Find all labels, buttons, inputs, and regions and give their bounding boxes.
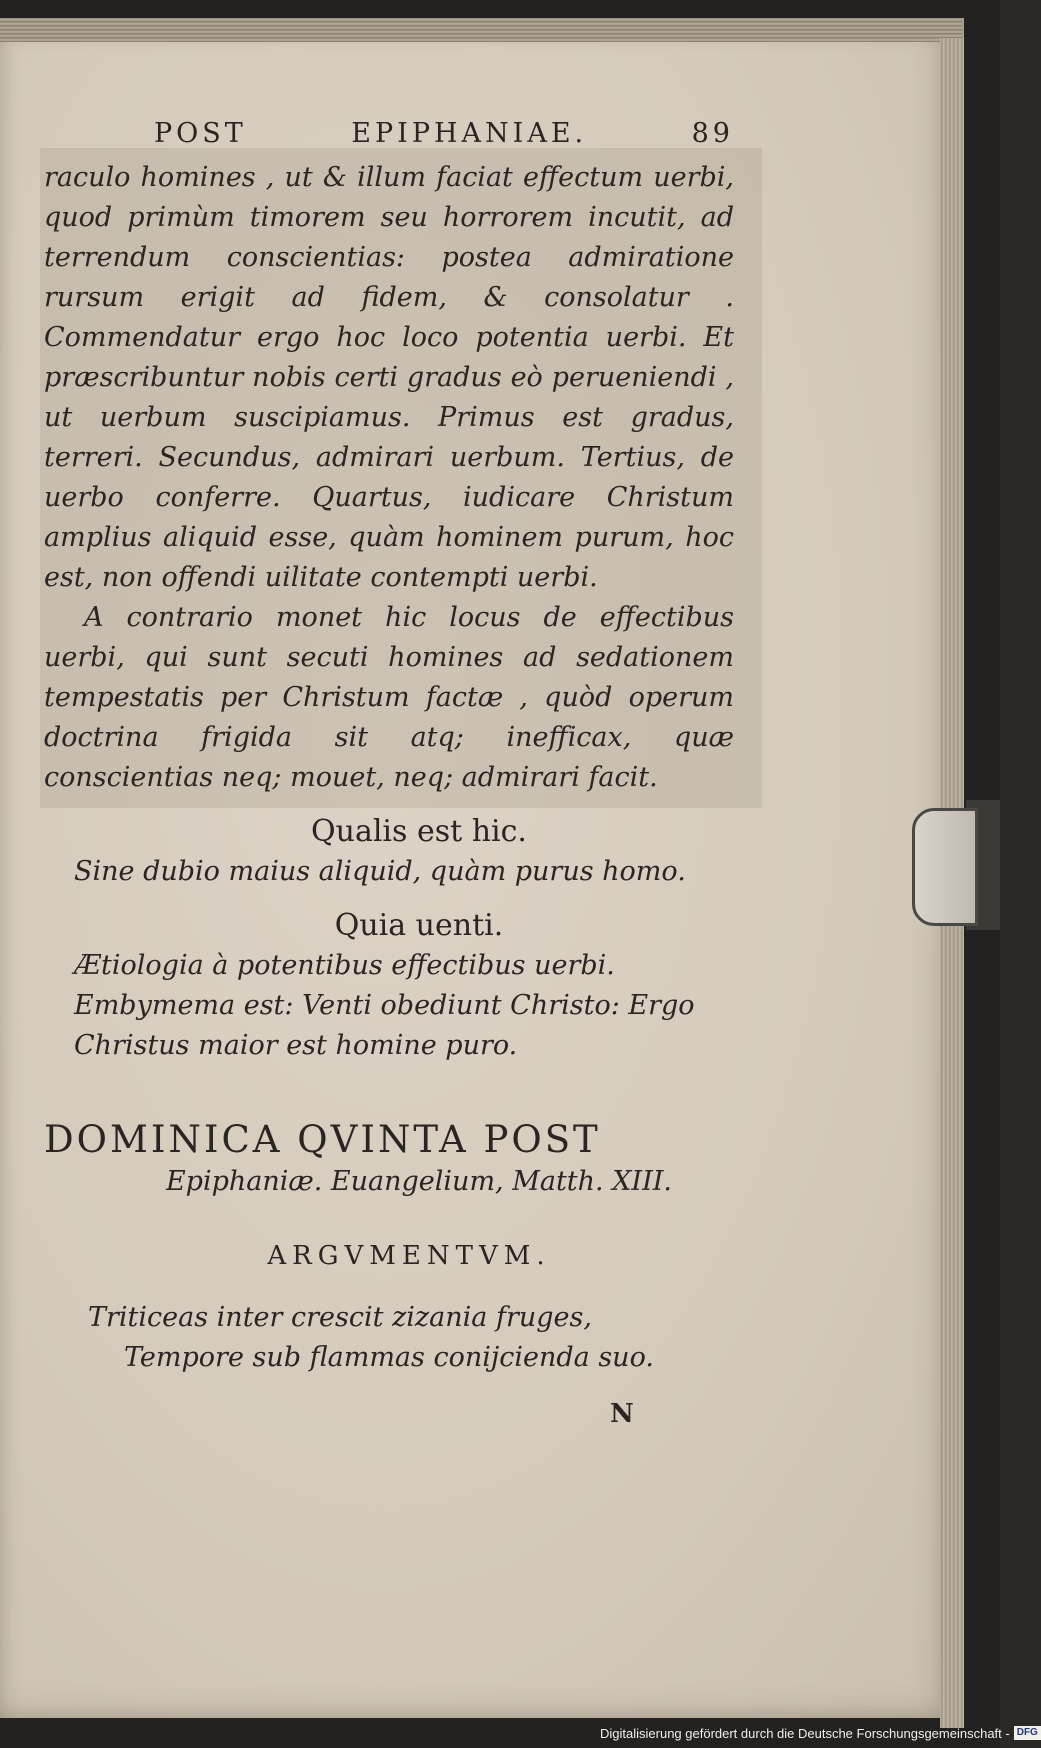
page-text bbox=[44, 114, 734, 1434]
lemma-heading: Qualis est hic. bbox=[311, 814, 527, 849]
commentary bbox=[44, 158, 734, 798]
verse bbox=[44, 1298, 734, 1378]
credit-text: Digitalisierung gefördert durch die Deutsche Forschungsgemeinschaft - bbox=[600, 1725, 1010, 1741]
verse-line: Tempore sub flammas conijcienda suo. bbox=[124, 1342, 654, 1373]
paragraph: A contrario monet hic locus de effectibus uerbi, qui sunt secuti homines ad sedationem tempestatis per Christum factæ , quòd operum doctrina frigida sit atq; inefficax, quæ conscientias neq; mouet, neq; admirari facit. bbox=[44, 602, 734, 793]
verse-line: Triticeas inter crescit zizania fruges, bbox=[88, 1302, 592, 1333]
section-subtitle: Epiphaniæ. Euangelium, Matth. XIII. bbox=[165, 1166, 673, 1197]
lemma-heading: Quia uenti. bbox=[334, 908, 504, 943]
argument-label: ARGVMENTVM. bbox=[267, 1241, 551, 1271]
paragraph: raculo homines , ut & illum faciat effectum uerbi, quod primùm timorem seu horrorem incutit, ad terrendum conscientias: postea admiratione rursum erigit ad fidem, & consolatur . Commendatur ergo hoc loco potentia uerbi. Et præscribuntur nobis certi gradus eò perueniendi , ut uerbum suscipiamus. Primus est gradus, terreri. Secundus, admirari uerbum. Tertius, de uerbo conferre. Quartus, iudicare Christum amplius aliquid esse, quàm hominem purum, hoc est, non offendi uilitate contempti uerbi. bbox=[44, 162, 734, 593]
page-top-edges bbox=[0, 18, 962, 42]
book-page bbox=[0, 18, 964, 1718]
dfg-logo-icon: DFG bbox=[1014, 1726, 1041, 1740]
lemma-text: Ætiologia à potentibus effectibus uerbi. Embymema est: Venti obediunt Christo: Ergo Christus maior est homine puro. bbox=[74, 950, 695, 1061]
running-head-middle: EPIPHANIAE. bbox=[351, 118, 588, 149]
running-head-left: POST bbox=[154, 118, 247, 149]
running-head bbox=[154, 114, 734, 154]
digitization-credit bbox=[600, 1722, 1041, 1744]
folio-number: 89 bbox=[691, 118, 734, 149]
section-title: DOMINICA QVINTA POST bbox=[44, 1118, 601, 1161]
lemma-text: Sine dubio maius aliquid, quàm purus homo. bbox=[74, 856, 686, 887]
page-clip bbox=[912, 808, 978, 926]
signature-mark: N bbox=[610, 1399, 634, 1429]
